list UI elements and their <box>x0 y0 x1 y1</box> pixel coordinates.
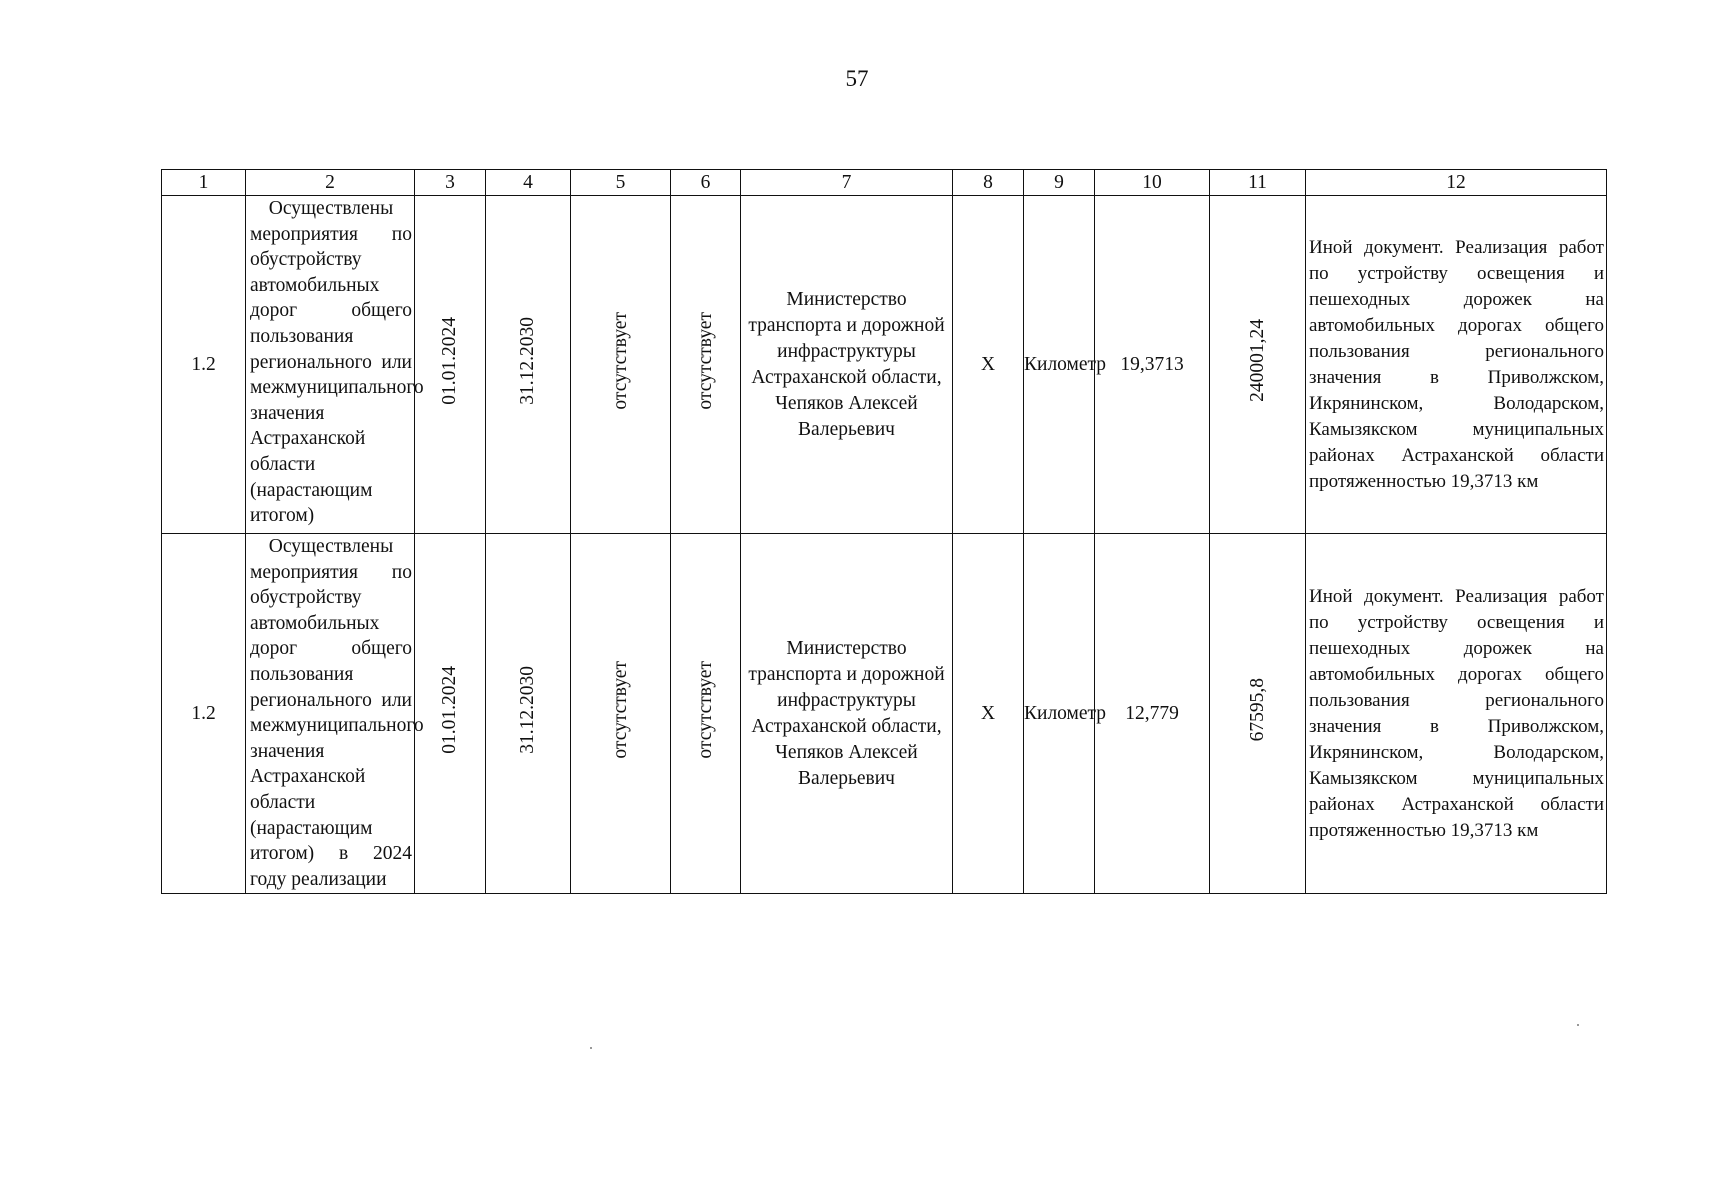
indicator-value: 19,3713 <box>1095 196 1210 534</box>
col6-value: отсутствует <box>694 311 716 410</box>
table-row <box>162 534 1607 894</box>
page-number: 57 <box>845 66 869 91</box>
end-date: 31.12.2030 <box>517 665 539 754</box>
start-date-cell <box>415 196 486 534</box>
amount-cell <box>1210 196 1306 534</box>
unit-of-measure: Километр <box>1024 196 1095 534</box>
header-cell: 10 <box>1095 170 1210 196</box>
col5-cell <box>571 196 671 534</box>
header-row <box>162 170 1607 196</box>
start-date: 01.01.2024 <box>439 665 461 754</box>
header-cell: 5 <box>571 170 671 196</box>
amount-cell <box>1210 534 1306 894</box>
col5-value: отсутствует <box>609 660 631 759</box>
col5-value: отсутствует <box>609 311 631 410</box>
indicator-value: 12,779 <box>1095 534 1210 894</box>
note-text: Иной документ. Реализация работ по устройству освещения и пешеходных дорожек на автомобильных дорогах общего пользования регионального значения в Приволжском, Икрянинском, Володарском, Камызякском муниципальных районах Астраханской области протяженностью 19,3713 км <box>1306 196 1607 534</box>
header-cell: 3 <box>415 170 486 196</box>
description-text: мероприятия по обустройству автомобильных дорог общего пользования регионального или межмуниципального значения Астраханской области (нарастающим итогом) в 2024 году реализации <box>250 561 424 890</box>
header-cell: 7 <box>741 170 953 196</box>
table-row <box>162 196 1607 534</box>
header-cell: 8 <box>953 170 1024 196</box>
indicator-description <box>246 534 424 894</box>
end-date-cell <box>486 534 571 894</box>
amount-value: 67595,8 <box>1246 678 1268 742</box>
header-cell: 11 <box>1210 170 1306 196</box>
header-cell: 9 <box>1024 170 1095 196</box>
header-cell: 2 <box>246 170 415 196</box>
col8-value: X <box>953 196 1024 534</box>
row-number: 1.2 <box>162 534 246 894</box>
description-first-word: Осуществлены <box>268 536 394 557</box>
unit-of-measure: Километр <box>1024 534 1095 894</box>
description-first-word: Осуществлены <box>268 198 394 219</box>
header-cell: 12 <box>1306 170 1607 196</box>
header-cell: 4 <box>486 170 571 196</box>
start-date: 01.01.2024 <box>439 316 461 405</box>
col6-value: отсутствует <box>694 660 716 759</box>
results-table <box>161 169 1607 894</box>
amount-value: 240001,24 <box>1246 319 1268 403</box>
description-text: мероприятия по обустройству автомобильных дорог общего пользования регионального или межмуниципального значения Астраханской области (нарастающим итогом) <box>250 223 424 527</box>
start-date-cell <box>415 534 486 894</box>
col8-value: X <box>953 534 1024 894</box>
header-cell: 1 <box>162 170 246 196</box>
col6-cell <box>671 534 741 894</box>
end-date-cell <box>486 196 571 534</box>
scan-speck <box>1577 1024 1579 1026</box>
row-number: 1.2 <box>162 196 246 534</box>
header-cell: 6 <box>671 170 741 196</box>
responsible-organization: Министерство транспорта и дорожной инфраструктуры Астраханской области, Чепяков Алексей Валерьевич <box>741 196 953 534</box>
note-text: Иной документ. Реализация работ по устройству освещения и пешеходных дорожек на автомобильных дорогах общего пользования регионального значения в Приволжском, Икрянинском, Володарском, Камызякском муниципальных районах Астраханской области протяженностью 19,3713 км <box>1306 534 1607 894</box>
responsible-organization: Министерство транспорта и дорожной инфраструктуры Астраханской области, Чепяков Алексей Валерьевич <box>741 534 953 894</box>
scan-speck <box>590 1047 592 1049</box>
indicator-description <box>246 196 424 534</box>
col6-cell <box>671 196 741 534</box>
col5-cell <box>571 534 671 894</box>
end-date: 31.12.2030 <box>517 316 539 405</box>
